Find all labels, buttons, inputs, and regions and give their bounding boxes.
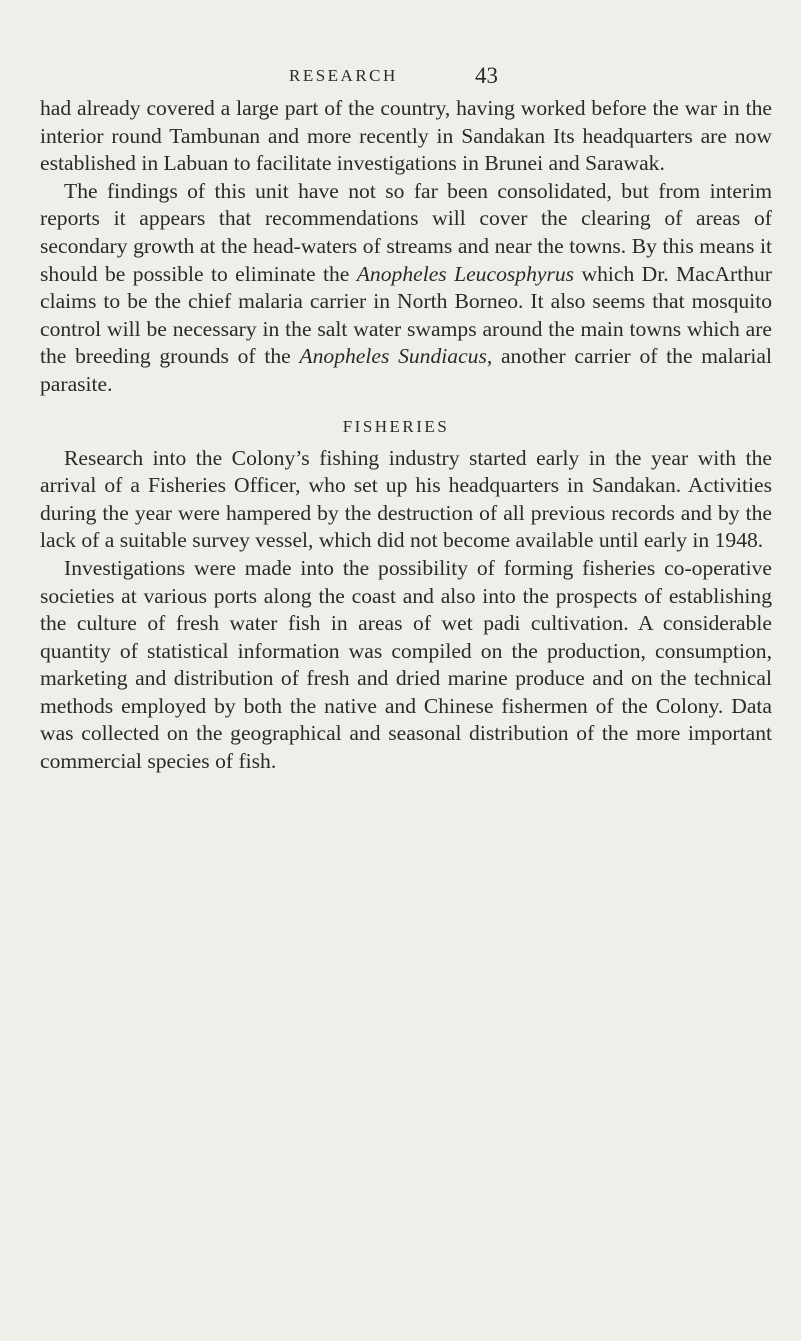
section-heading-fisheries: FISHERIES: [342, 416, 450, 436]
body-text: [40, 95, 772, 776]
paragraph-2-text-a: The findings of this unit have not so far been consolidated, but from interim reports it appears that recommendations will cover the clearing of areas of secondary growth at the head-waters of streams and near the towns. By this means it should be possible to eliminate the: [40, 178, 772, 286]
paragraph-continuation: [40, 95, 772, 178]
page-number: 43: [475, 63, 498, 88]
running-title: RESEARCH: [289, 66, 398, 85]
running-header: [0, 64, 801, 94]
species-name-sundiacus: Anopheles Sundiacus: [299, 344, 487, 369]
paragraph-2-text-b: which Dr. MacArthur claims to be the chief malaria carrier in North Borneo. It also seems that mosquito control will be necessary in the salt water swamps around the main towns which are the breeding grounds of the: [40, 261, 772, 369]
species-name-leucosphyrus: Anopheles Leucosphyrus: [356, 261, 575, 286]
paragraph-fisheries-research: [40, 445, 772, 555]
paragraph-1-text: had already covered a large part of the country, having worked before the war in the interior round Tambunan and more recently in Sandakan Its headquarters are now established in Labuan to facilitate investigations in Brunei and Sarawak.: [40, 96, 772, 176]
paragraph-4-text: Investigations were made into the possibility of forming fisheries co-operative societies at various ports along the coast and also into the prospects of establishing the culture of fresh water fish in areas of wet padi cultivation. A considerable quantity of statistical information was compiled on the production, consumption, marketing and distribution of fresh and dried marine produce and on the technical methods employed by both the native and Chinese fishermen of the Colony. Data was collected on the geographical and seasonal distribution of the more important commercial species of fish.: [40, 555, 772, 774]
paragraph-3-text: Research into the Colony’s fishing industry started early in the year with the arrival of a Fisheries Officer, who set up his headquarters in Sandakan. Activities during the year were hampered by the destruction of all previous records and by the lack of a suitable survey vessel, which did not become available until early in 1948.: [40, 445, 772, 553]
paragraph-findings: [40, 178, 772, 399]
paragraph-investigations: [40, 555, 772, 776]
paragraph-2-text-c: , another carrier of the malarial parasite.: [40, 344, 772, 396]
